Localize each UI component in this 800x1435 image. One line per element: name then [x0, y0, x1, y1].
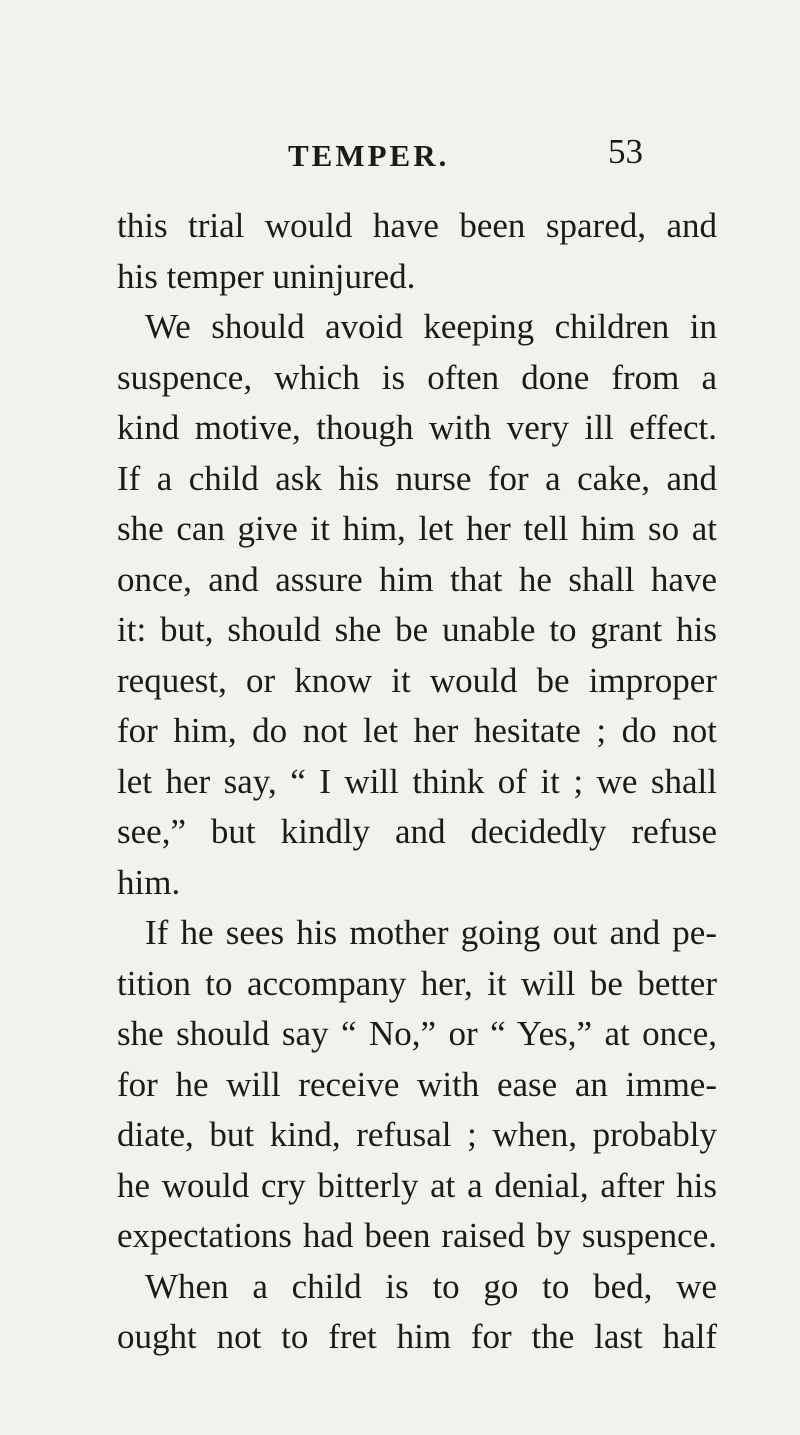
text-line: If he sees his mother going out and pe-	[145, 913, 717, 952]
text-line: suspence, which is often done from a	[117, 357, 717, 397]
text-line: she should say “ No,” or “ Yes,” at once,	[117, 1014, 717, 1053]
text-line: let her say, “ I will think of it ; we shall	[117, 761, 717, 801]
text-line: this trial would have been spared, and	[117, 206, 717, 245]
text-line: for him, do not let her hesitate ; do not	[117, 711, 717, 750]
text-line: see,” but kindly and decidedly refuse	[117, 812, 717, 851]
text-line: it: but, should she be unable to grant his	[117, 610, 717, 649]
body-text	[117, 201, 717, 1363]
text-line: We should avoid keeping children in	[145, 307, 717, 346]
text-line: expectations had been raised by suspence.	[117, 1216, 717, 1255]
text-line: once, and assure him that he shall have	[117, 559, 717, 599]
text-line: his temper uninjured.	[117, 256, 416, 296]
text-line: If a child ask his nurse for a cake, and	[117, 458, 717, 498]
text-line: tition to accompany her, it will be better	[117, 963, 717, 1003]
text-line: request, or know it would be improper	[117, 660, 717, 700]
text-line: ought not to fret him for the last half	[117, 1317, 717, 1356]
page-number: 53	[608, 132, 643, 171]
text-line: for he will receive with ease an imme-	[117, 1064, 717, 1104]
text-line: When a child is to go to bed, we	[145, 1266, 717, 1306]
running-head: TEMPER.	[288, 138, 450, 173]
text-line: he would cry bitterly at a denial, after his	[117, 1165, 717, 1205]
text-line: him.	[117, 862, 181, 902]
text-line: she can give it him, let her tell him so at	[117, 509, 717, 548]
text-line: diate, but kind, refusal ; when, probably	[117, 1115, 717, 1154]
text-line: kind motive, though with very ill effect.	[117, 408, 717, 447]
